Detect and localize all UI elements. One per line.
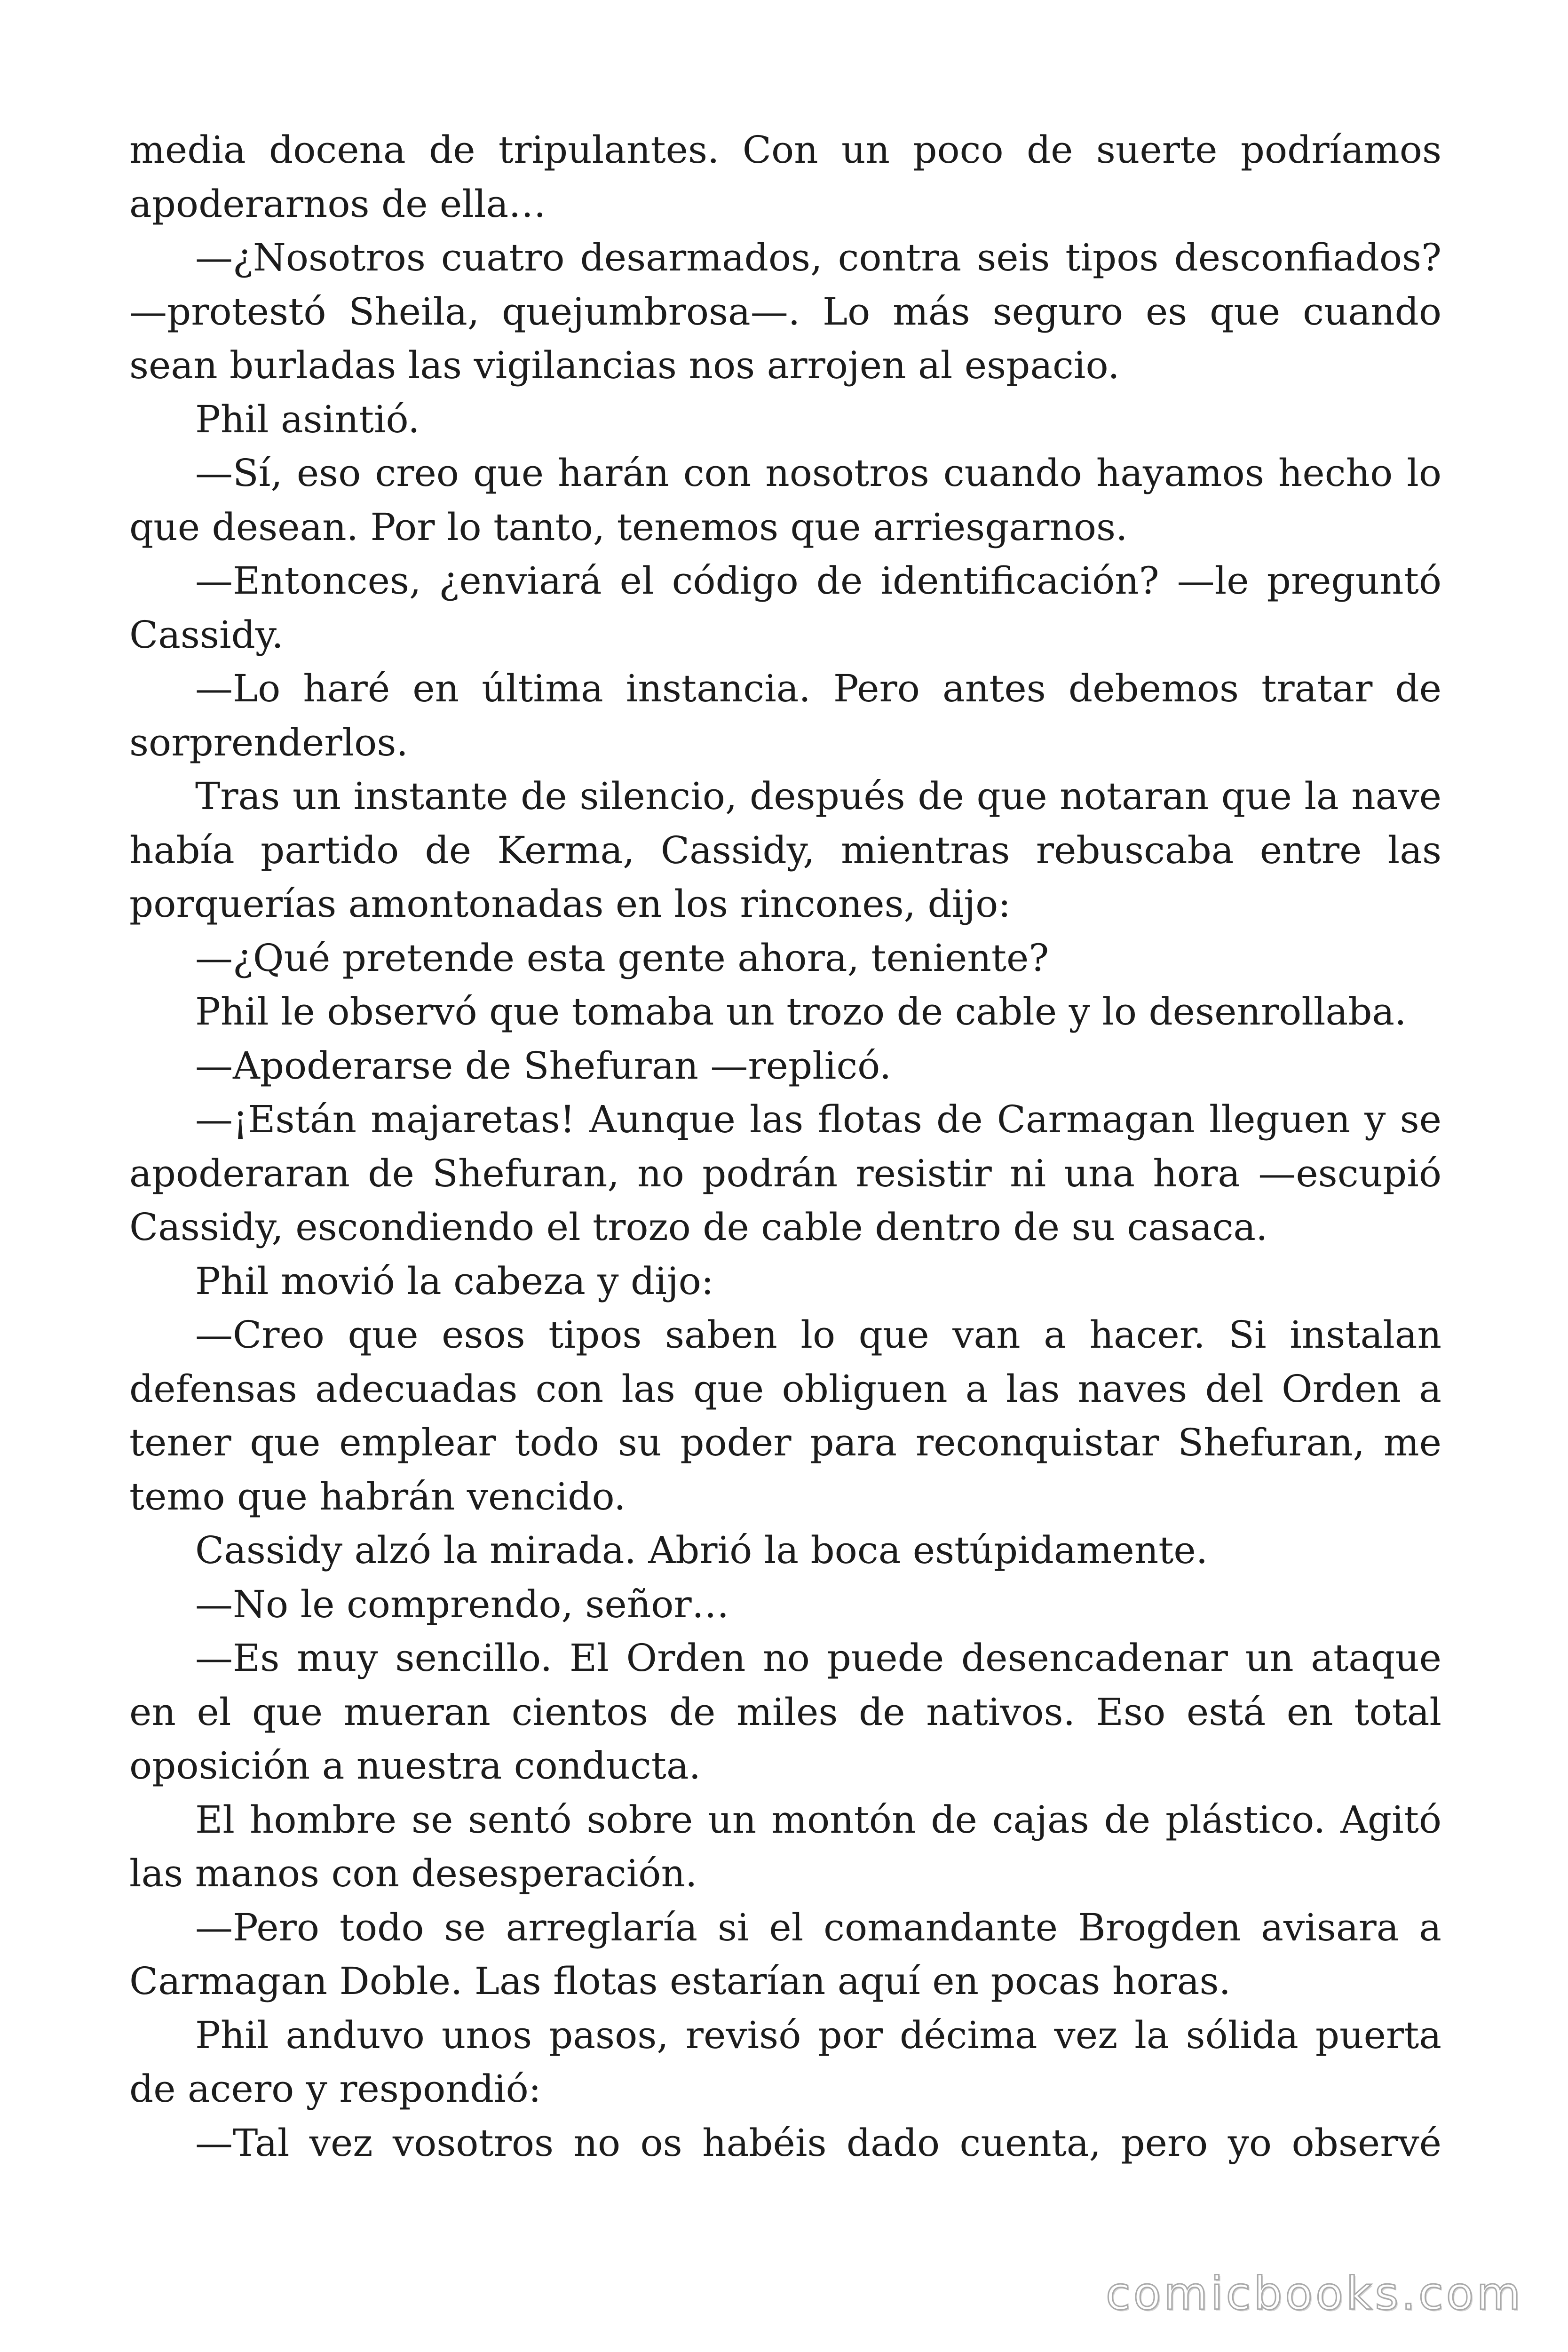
- paragraph: —¡Están majaretas! Aunque las flotas de Carmagan lleguen y se apoderaran de Shefuran, no podrán resistir ni una hora —escupió Cassidy, escondiendo el trozo de cable dentro de su casaca.: [129, 1097, 1441, 1249]
- paragraph: Cassidy alzó la mirada. Abrió la boca estúpidamente.: [195, 1528, 1208, 1572]
- paragraph: —Lo haré en última instancia. Pero antes debemos tratar de sorprenderlos.: [129, 667, 1441, 764]
- paragraph: Tras un instante de silencio, después de que notaran que la nave había partido de Kerma, Cassidy, mientras rebuscaba entre las porquerías amontonadas en los rincones, dijo:: [129, 774, 1441, 926]
- page-text: [129, 123, 1441, 2170]
- paragraph: media docena de tripulantes. Con un poco de suerte podríamos apoderarnos de ella…: [129, 128, 1441, 226]
- paragraph: Phil le observó que tomaba un trozo de cable y lo desenrollaba.: [195, 990, 1407, 1033]
- paragraph: —¿Qué pretende esta gente ahora, teniente?: [195, 936, 1049, 980]
- paragraph: —Es muy sencillo. El Orden no puede desencadenar un ataque en el que mueran cientos de miles de nativos. Eso está en total oposición a nuestra conducta.: [129, 1636, 1441, 1788]
- paragraph: Phil movió la cabeza y dijo:: [195, 1259, 714, 1303]
- paragraph: El hombre se sentó sobre un montón de cajas de plástico. Agitó las manos con desesperación.: [129, 1797, 1441, 1895]
- paragraph: —Entonces, ¿enviará el código de identificación? —le preguntó Cassidy.: [129, 559, 1441, 657]
- paragraph: —Apoderarse de Shefuran —replicó.: [195, 1043, 892, 1088]
- paragraph: —Sí, eso creo que harán con nosotros cuando hayamos hecho lo que desean. Por lo tanto, tenemos que arriesgarnos.: [129, 451, 1441, 549]
- paragraph: Phil anduvo unos pasos, revisó por décima vez la sólida puerta de acero y respondió:: [129, 2013, 1441, 2111]
- paragraph: —Creo que esos tipos saben lo que van a hacer. Si instalan defensas adecuadas con las que obliguen a las naves del Orden a tener que emplear todo su poder para reconquistar Shefuran, me temo que habrán vencido.: [129, 1313, 1441, 1518]
- paragraph: —Tal vez vosotros no os habéis dado cuenta, pero yo observé: [195, 2121, 1441, 2165]
- paragraph: —¿Nosotros cuatro desarmados, contra seis tipos desconfiados? —protestó Sheila, quejumbrosa—. Lo más seguro es que cuando sean burladas las vigilancias nos arrojen al espacio.: [129, 236, 1441, 387]
- watermark-logo: comicbooks.com: [1105, 2267, 1523, 2320]
- paragraph: —No le comprendo, señor…: [195, 1582, 729, 1626]
- paragraph: Phil asintió.: [195, 397, 420, 441]
- paragraph: —Pero todo se arreglaría si el comandante Brogden avisara a Carmagan Doble. Las flotas estarían aquí en pocas horas.: [129, 1905, 1441, 2003]
